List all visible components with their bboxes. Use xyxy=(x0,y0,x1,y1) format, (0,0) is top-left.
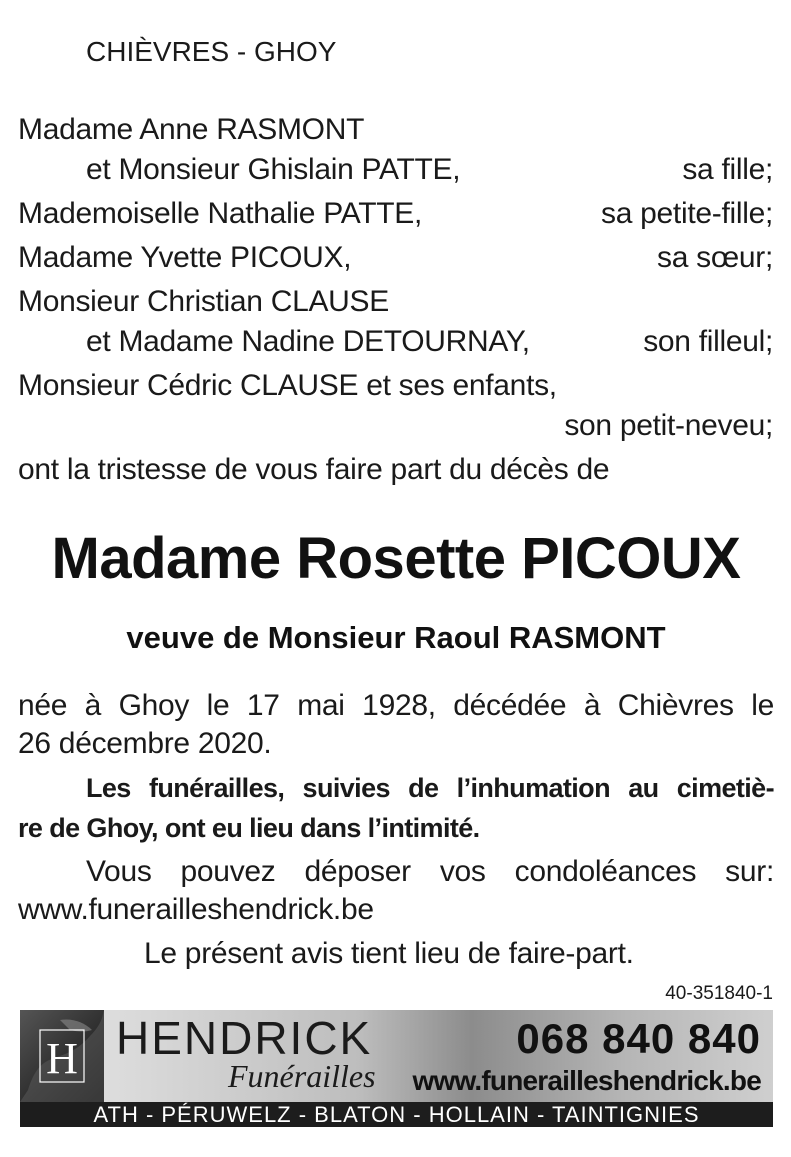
family-member-relation: sa sœur; xyxy=(657,241,773,274)
condolences-line: Vous pouvez déposer vos condoléances sur: xyxy=(86,855,774,888)
reference-number: 40-351840-1 xyxy=(665,983,773,1004)
family-member-relation: sa petite-fille; xyxy=(601,197,773,230)
funeral-home-banner xyxy=(20,1010,773,1102)
family-member-relation: sa fille; xyxy=(682,153,773,186)
announcement-text: ont la tristesse de vous faire part du décès de xyxy=(18,453,610,486)
family-member-name: et Madame Nadine DETOURNAY, xyxy=(86,325,530,358)
towns-bar: ATH - PÉRUWELZ - BLATON - HOLLAIN - TAINTIGNIES xyxy=(20,1102,773,1127)
birth-death-line: 26 décembre 2020. xyxy=(18,727,272,760)
brand-subtitle: Funérailles xyxy=(228,1058,376,1094)
deceased-name: Madame Rosette PICOUX xyxy=(51,526,741,591)
family-member-relation: son filleul; xyxy=(643,325,773,358)
logo-letter: H xyxy=(46,1034,78,1083)
family-member-name: Monsieur Cédric CLAUSE et ses enfants, xyxy=(18,369,557,402)
family-member-relation: son petit-neveu; xyxy=(564,409,773,442)
family-member-name: Madame Yvette PICOUX, xyxy=(18,241,352,274)
birth-death-line: née à Ghoy le 17 mai 1928, décédée à Chièvres le xyxy=(18,689,774,722)
location-heading: CHIÈVRES - GHOY xyxy=(86,36,337,67)
funeral-info-line: re de Ghoy, ont eu lieu dans l’intimité. xyxy=(18,813,480,843)
hendrick-logo-icon xyxy=(20,1010,104,1102)
notice-statement: Le présent avis tient lieu de faire-part. xyxy=(144,937,634,970)
brand-name: HENDRICK xyxy=(116,1012,373,1064)
family-member-name: et Monsieur Ghislain PATTE, xyxy=(86,153,461,186)
family-member-name: Madame Anne RASMONT xyxy=(18,113,365,146)
family-member-name: Mademoiselle Nathalie PATTE, xyxy=(18,197,422,230)
phone-number[interactable]: 068 840 840 xyxy=(516,1015,761,1062)
widow-of-line: veuve de Monsieur Raoul RASMONT xyxy=(126,620,666,655)
website-link[interactable]: www.funerailleshendrick.be xyxy=(412,1065,761,1096)
family-member-name: Monsieur Christian CLAUSE xyxy=(18,285,389,318)
condolences-url[interactable]: www.funerailleshendrick.be xyxy=(18,893,374,926)
funeral-info-line: Les funérailles, suivies de l’inhumation au cimetiè- xyxy=(86,773,774,803)
